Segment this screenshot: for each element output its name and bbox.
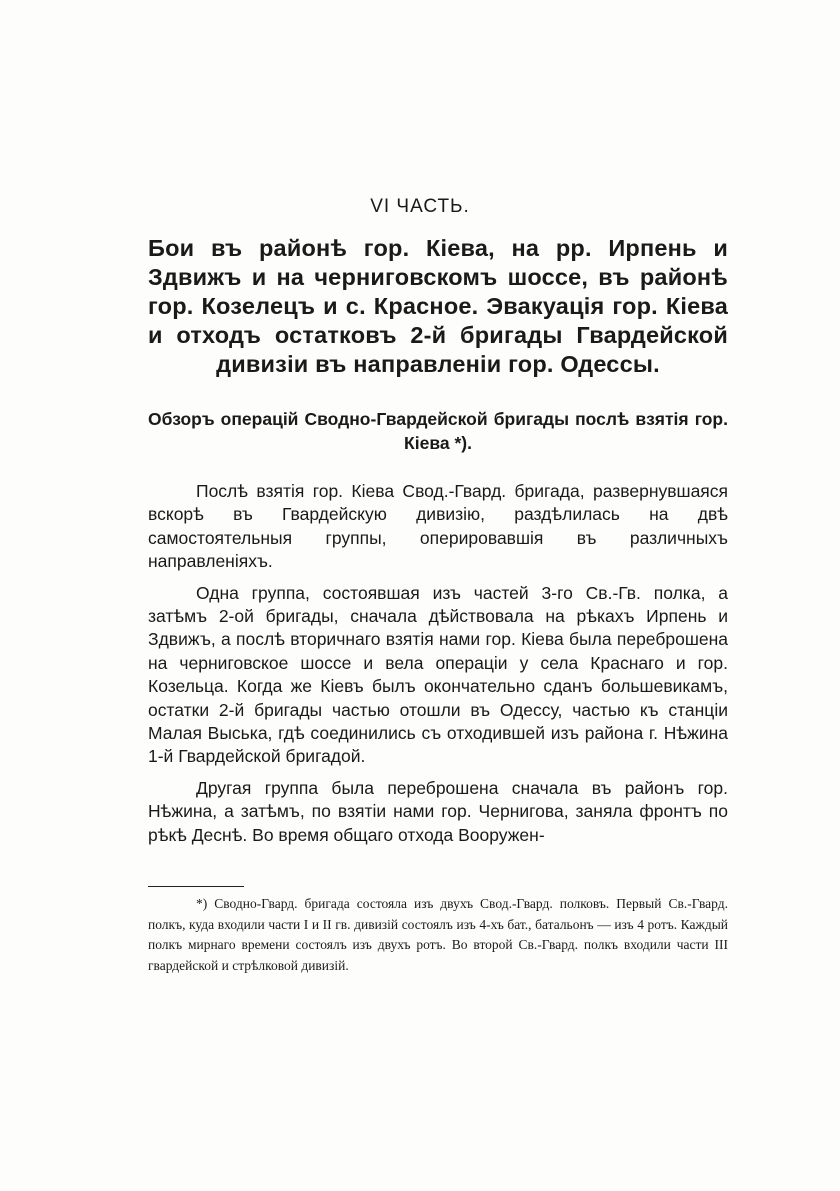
footnote-divider — [148, 886, 244, 887]
footnote — [148, 894, 728, 976]
paragraph: Одна группа, состоявшая изъ частей 3-го Св.-Гв. полка, а затѣмъ 2-ой бригады, сначала дѣйствовала на рѣкахъ Ирпень и Здвижъ, а послѣ вторичнаго взятія нами гор. Кіева была переброшена на черниговское шоссе и вела операціи у села Краснаго и гор. Козельца. Когда же Кіевъ былъ окончательно сданъ большевикамъ, остатки 2-й бригады частью отошли въ Одессу, частью къ станціи Малая Выська, гдѣ соединились съ отходившей изъ района г. Нѣжина 1-й Гвардейской бригадой. — [148, 582, 728, 767]
part-heading: VI ЧАСТЬ. — [370, 196, 470, 217]
paragraph: Другая группа была переброшена сначала въ районъ гор. Нѣжина, а затѣмъ, по взятіи нами гор. Чернигова, заняла фронтъ по рѣкѣ Деснѣ. Во время общаго отхода Вооружен- — [148, 777, 728, 845]
paragraph: Послѣ взятія гор. Кіева Свод.-Гвард. бригада, развернувшаяся вскорѣ въ Гвардейскую дивизію, раздѣлилась на двѣ самостоятельныя группы, оперировавшія въ различныхъ направленіяхъ. — [148, 481, 728, 572]
footnote-text: *) Сводно-Гвард. бригада состояла изъ двухъ Свод.-Гвард. полковъ. Первый Св.-Гвард. полкъ, куда входили части I и II гв. дивизій состоялъ изъ 4-хъ бат., батальонъ — изъ 4 ротъ. Каждый полкъ мирнаго времени состоялъ изъ двухъ ротъ. Во второй Св.-Гвард. полкъ входили части III гвардейской и стрѣлковой дивизій. — [148, 896, 728, 973]
chapter-title: Бои въ районѣ гор. Кіева, на рр. Ирпень и Здвижъ и на черниговскомъ шоссе, въ районѣ гор. Козелецъ и с. Красное. Эвакуація гор. Кіева и отходъ остатковъ 2-й бригады Гвардейской дивизіи въ направленіи гор. Одессы. — [148, 235, 728, 377]
section-title: Обзоръ операцій Сводно-Гвардейской бригады послѣ взятія гор. Кіева *). — [148, 409, 728, 453]
body-text — [148, 480, 728, 855]
